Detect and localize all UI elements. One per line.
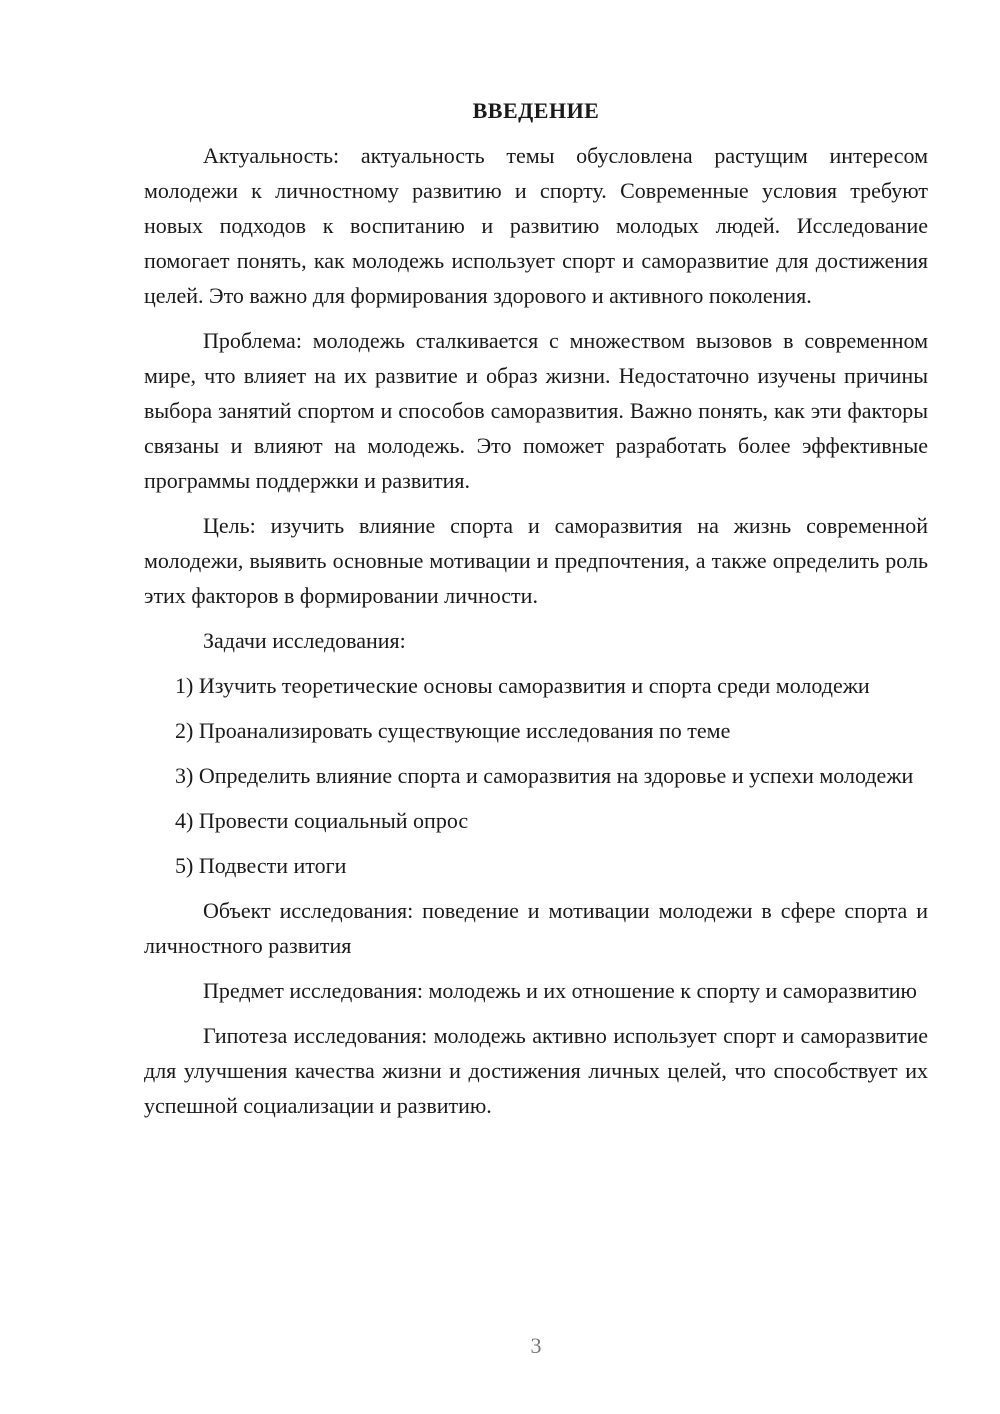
task-item-1: 1) Изучить теоретические основы саморазвития и спорта среди молодежи [175, 673, 870, 698]
problem-paragraph: Проблема: молодежь сталкивается с множеством вызовов в современном мире, что влияет на их развитие и образ жизни. Недостаточно изучены причины выбора занятий спортом и способов саморазвития. Важно понять, как эти факторы связаны и влияют на молодежь. Это поможет разработать более эффективные программы поддержки и развития. [144, 328, 928, 493]
hypothesis-paragraph: Гипотеза исследования: молодежь активно использует спорт и саморазвитие для улучшения качества жизни и достижения личных целей, что способствует их успешной социализации и развитию. [144, 1023, 928, 1118]
task-item-2: 2) Проанализировать существующие исследования по теме [175, 718, 731, 743]
subject-paragraph: Предмет исследования: молодежь и их отношение к спорту и саморазвитию [203, 978, 917, 1003]
section-title: ВВЕДЕНИЕ [472, 98, 600, 123]
tasks-heading: Задачи исследования: [203, 628, 406, 653]
page-number: 3 [530, 1333, 542, 1358]
task-item-4: 4) Провести социальный опрос [175, 808, 469, 833]
goal-paragraph: Цель: изучить влияние спорта и саморазвития на жизнь современной молодежи, выявить основные мотивации и предпочтения, а также определить роль этих факторов в формировании личности. [144, 513, 928, 608]
relevance-paragraph: Актуальность: актуальность темы обусловлена растущим интересом молодежи к личностному развитию и спорту. Современные условия требуют новых подходов к воспитанию и развитию молодых людей. Исследование помогает понять, как молодежь использует спорт и саморазвитие для достижения целей. Это важно для формирования здорового и активного поколения. [144, 143, 928, 308]
object-paragraph: Объект исследования: поведение и мотивации молодежи в сфере спорта и личностного развития [144, 898, 928, 958]
task-item-5: 5) Подвести итоги [175, 853, 347, 878]
document-body [144, 93, 928, 1133]
task-item-3: 3) Определить влияние спорта и саморазвития на здоровье и успехи молодежи [175, 763, 914, 788]
